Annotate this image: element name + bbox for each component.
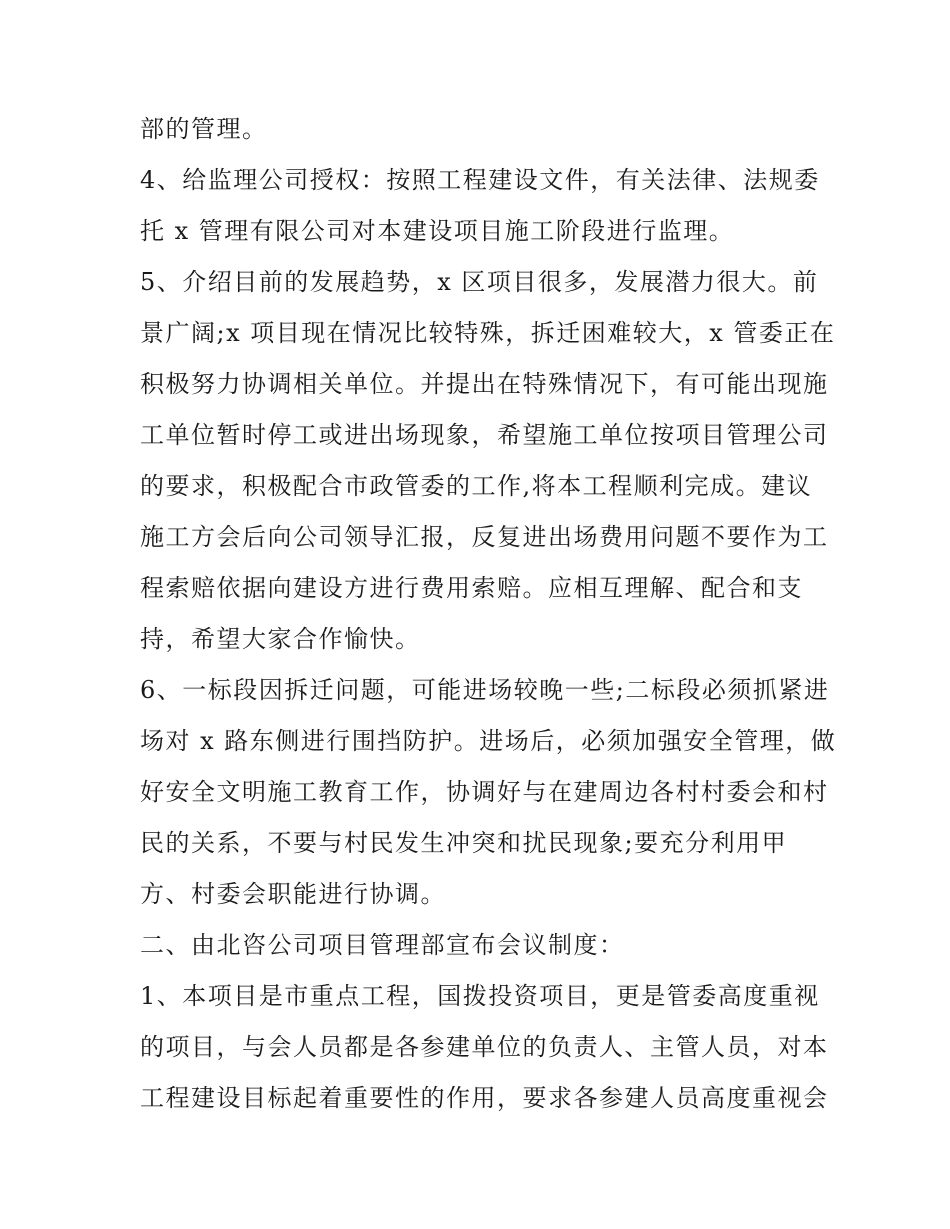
text-line-20: 工程建设目标起着重要性的作用，要求各参建人员高度重视会 — [140, 1084, 829, 1112]
text-line-12: 6、一标段因拆迁问题，可能进场较晚一些;二标段必须抓紧进 — [140, 676, 830, 704]
text-line-2: 4、给监理公司授权：按照工程建设文件，有关法律、法规委 — [140, 166, 820, 194]
text-line-8: 的要求，积极配合市政管委的工作,将本工程顺利完成。建议 — [140, 472, 813, 500]
text-line-13: 场对 x 路东侧进行围挡防护。进场后，必须加强安全管理，做 — [140, 727, 837, 755]
text-line-16: 方、村委会职能进行协调。 — [140, 880, 446, 908]
text-line-3: 托 x 管理有限公司对本建设项目施工阶段进行监理。 — [140, 217, 735, 245]
document-body — [140, 104, 837, 1124]
text-line-14: 好安全文明施工教育工作，协调好与在建周边各村村委会和村 — [140, 778, 829, 806]
text-line-15: 民的关系，不要与村民发生冲突和扰民现象;要充分利用甲 — [140, 829, 788, 857]
text-line-1: 部的管理。 — [140, 115, 268, 143]
text-line-19: 的项目，与会人员都是各参建单位的负责人、主管人员，对本 — [140, 1033, 829, 1061]
text-line-6: 积极努力协调相关单位。并提出在特殊情况下，有可能出现施 — [140, 370, 829, 398]
text-line-10: 程索赔依据向建设方进行费用索赔。应相互理解、配合和支 — [140, 574, 803, 602]
text-line-18: 1、本项目是市重点工程，国拨投资项目，更是管委高度重视 — [140, 982, 820, 1010]
text-line-5: 景广阔;x 项目现在情况比较特殊，拆迁困难较大，x 管委正在 — [140, 319, 836, 347]
text-line-9: 施工方会后向公司领导汇报，反复进出场费用问题不要作为工 — [140, 523, 829, 551]
text-line-4: 5、介绍目前的发展趋势，x 区项目很多，发展潜力很大。前 — [140, 268, 819, 296]
text-line-17: 二、由北咨公司项目管理部宣布会议制度： — [140, 931, 625, 959]
text-line-11: 持，希望大家合作愉快。 — [140, 625, 421, 653]
text-line-7: 工单位暂时停工或进出场现象，希望施工单位按项目管理公司 — [140, 421, 829, 449]
